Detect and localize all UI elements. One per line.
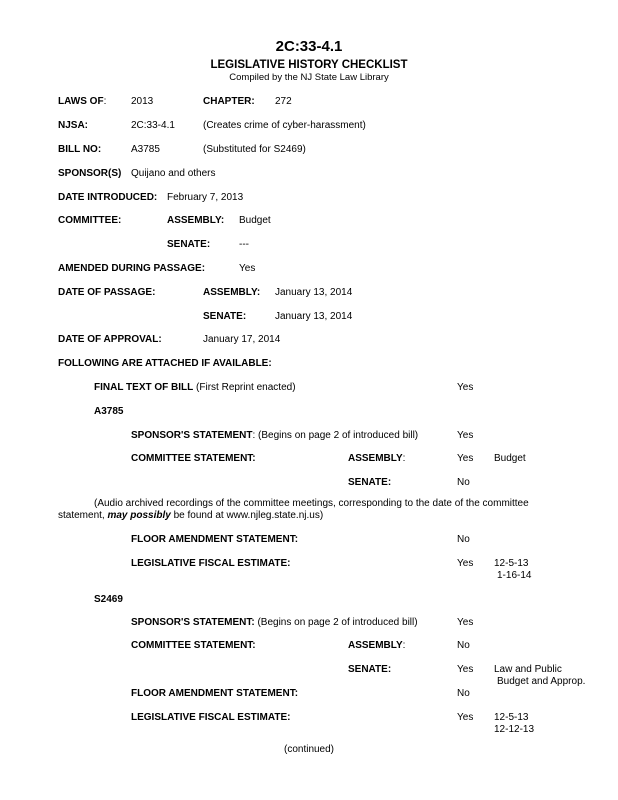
a3785-fiscal-estimate-label: LEGISLATIVE FISCAL ESTIMATE:: [131, 558, 291, 569]
bill-no-note: (Substituted for S2469): [203, 144, 306, 155]
s2469-floor-amendment-label: FLOOR AMENDMENT STATEMENT:: [131, 688, 299, 699]
date-introduced-label: DATE INTRODUCED:: [58, 192, 158, 203]
date-of-passage-label: DATE OF PASSAGE:: [58, 287, 156, 298]
s2469-cs-assembly-value: No: [457, 640, 470, 651]
s2469-cs-assembly-colon: :: [402, 640, 406, 651]
laws-of-colon: :: [103, 96, 107, 107]
audio-note-part1: (Audio archived recordings of the committee meetings, corresponding to the date of the committee statement,: [58, 498, 529, 521]
a3785-floor-amendment-label: FLOOR AMENDMENT STATEMENT:: [131, 534, 299, 545]
a3785-cs-assembly-value: Yes: [457, 453, 474, 464]
compiled-by: Compiled by the NJ State Law Library: [229, 72, 389, 83]
audio-note-emph-possibly: possibly: [130, 510, 171, 521]
attached-heading: FOLLOWING ARE ATTACHED IF AVAILABLE:: [58, 358, 272, 369]
a3785-floor-amendment-value: No: [457, 534, 470, 545]
laws-of-label-text: LAWS OF: [58, 96, 104, 107]
passage-assembly-label: ASSEMBLY:: [203, 287, 261, 298]
sponsors-label: SPONSOR(S): [58, 168, 122, 179]
a3785-cs-assembly-colon: :: [402, 453, 406, 464]
a3785-cs-assembly-label: [348, 453, 405, 465]
njsa-note: (Creates crime of cyber-harassment): [203, 120, 366, 131]
s2469-fiscal-estimate-value: Yes: [457, 712, 474, 723]
njsa-label: NJSA:: [58, 120, 89, 131]
s2469-sponsor-statement-value: Yes: [457, 617, 474, 628]
committee-label: COMMITTEE:: [58, 215, 122, 226]
a3785-fiscal-date-2: 1-16-14: [497, 570, 532, 581]
a3785-fiscal-estimate-value: Yes: [457, 558, 474, 569]
passage-senate-value: January 13, 2014: [275, 311, 353, 322]
a3785-cs-senate-label: SENATE:: [348, 477, 392, 488]
a3785-cs-senate-value: No: [457, 477, 470, 488]
date-of-approval-label: DATE OF APPROVAL:: [58, 334, 162, 345]
sponsors-value: Quijano and others: [131, 168, 216, 179]
s2469-sponsor-statement-note: (Begins on page 2 of introduced bill): [254, 617, 418, 628]
s2469-cs-assembly-label: [348, 640, 405, 652]
a3785-sponsor-statement-label: SPONSOR'S STATEMENT: [131, 430, 253, 441]
final-text-row: [94, 382, 296, 394]
laws-of-label: [58, 96, 106, 108]
audio-note-part2: be found at www.njleg.state.nj.us): [170, 510, 324, 521]
s2469-heading: S2469: [94, 594, 123, 605]
a3785-committee-statement-label: COMMITTEE STATEMENT:: [131, 453, 256, 464]
final-text-value: Yes: [457, 382, 474, 393]
njsa-value: 2C:33-4.1: [131, 120, 175, 131]
a3785-cs-assembly-committee: Budget: [494, 453, 526, 464]
a3785-sponsor-statement-note: : (Begins on page 2 of introduced bill): [252, 430, 419, 441]
committee-senate-value: ---: [239, 239, 249, 250]
document-title: LEGISLATIVE HISTORY CHECKLIST: [210, 59, 408, 71]
continued-note: (continued): [283, 744, 335, 755]
chapter-label: CHAPTER:: [203, 96, 255, 107]
bill-no-value: A3785: [131, 144, 160, 155]
s2469-sponsor-statement-label: SPONSOR'S STATEMENT:: [131, 617, 255, 628]
committee-assembly-label: ASSEMBLY:: [167, 215, 225, 226]
a3785-sponsor-statement-value: Yes: [457, 430, 474, 441]
laws-of-value: 2013: [131, 96, 154, 107]
date-of-approval-value: January 17, 2014: [203, 334, 281, 345]
audio-archive-note: [58, 498, 578, 522]
committee-assembly-value: Budget: [239, 215, 271, 226]
chapter-value: 272: [275, 96, 292, 107]
a3785-cs-assembly-label-text: ASSEMBLY: [348, 453, 403, 464]
amended-label: AMENDED DURING PASSAGE:: [58, 263, 206, 274]
s2469-fiscal-date-2: 12-12-13: [494, 724, 535, 735]
date-introduced-value: February 7, 2013: [167, 192, 244, 203]
passage-senate-label: SENATE:: [203, 311, 247, 322]
s2469-cs-senate-committee-2: Budget and Approp.: [497, 676, 586, 687]
statute-number: 2C:33-4.1: [275, 38, 343, 55]
amended-value: Yes: [239, 263, 256, 274]
a3785-fiscal-date-1: 12-5-13: [494, 558, 529, 569]
passage-assembly-value: January 13, 2014: [275, 287, 353, 298]
s2469-fiscal-date-1: 12-5-13: [494, 712, 529, 723]
audio-note-emph-may: may: [107, 510, 128, 521]
a3785-heading: A3785: [94, 406, 124, 417]
s2469-sponsor-statement-row: [131, 617, 418, 629]
final-text-note: (First Reprint enacted): [193, 382, 296, 393]
s2469-cs-assembly-label-text: ASSEMBLY: [348, 640, 403, 651]
a3785-sponsor-statement-row: [131, 430, 418, 442]
s2469-floor-amendment-value: No: [457, 688, 470, 699]
bill-no-label: BILL NO:: [58, 144, 102, 155]
s2469-fiscal-estimate-label: LEGISLATIVE FISCAL ESTIMATE:: [131, 712, 291, 723]
s2469-cs-senate-committee-1: Law and Public: [494, 664, 562, 675]
s2469-cs-senate-label: SENATE:: [348, 664, 392, 675]
committee-senate-label: SENATE:: [167, 239, 211, 250]
s2469-cs-senate-value: Yes: [457, 664, 474, 675]
s2469-committee-statement-label: COMMITTEE STATEMENT:: [131, 640, 256, 651]
final-text-label: FINAL TEXT OF BILL: [94, 382, 194, 393]
